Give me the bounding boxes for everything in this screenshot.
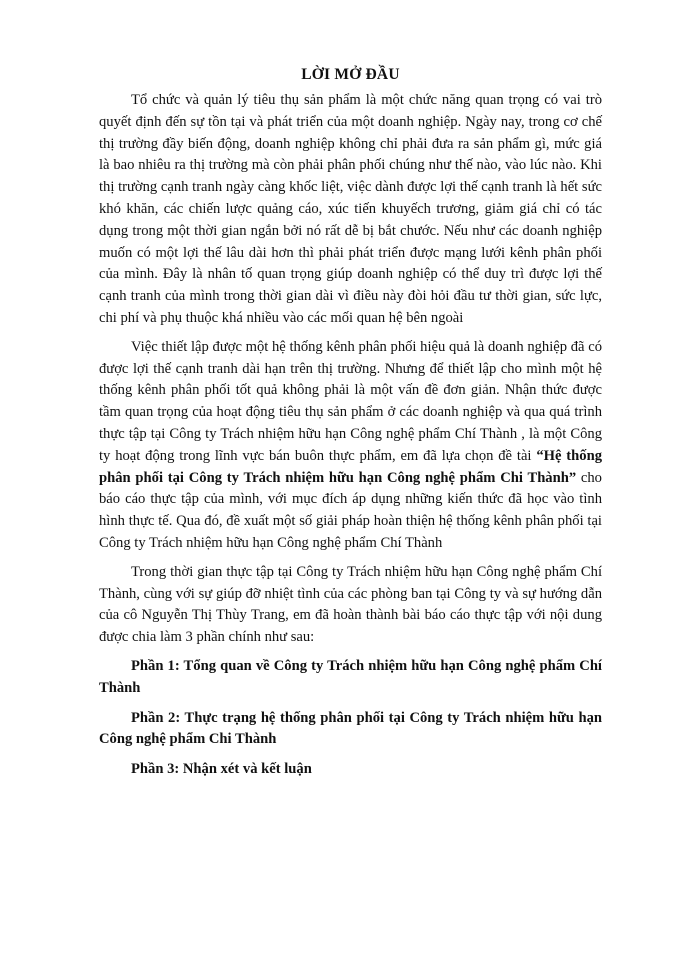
- page-title: LỜI MỞ ĐẦU: [301, 66, 400, 83]
- paragraph-text: cho báo cáo thực tập của mình, với mục đích áp dụng những kiến thức đã học vào tình hình thực tế. Qua đó, đề xuất một số giải pháp hoàn thiện hệ thống kênh phân phối tại Công ty Trách nhiệm hữu hạn Công nghệ phẩm Chí Thành: [99, 469, 602, 551]
- thesis-topic: “Hệ thống phân phối tại Công ty Trách nhiệm hữu hạn Công nghệ phẩm Chi Thành”: [99, 447, 602, 486]
- document-page: [99, 64, 602, 789]
- part-1-heading: Phần 1: Tổng quan về Công ty Trách nhiệm hữu hạn Công nghệ phẩm Chí Thành: [99, 657, 602, 696]
- part-3-heading: Phần 3: Nhận xét và kết luận: [131, 761, 312, 778]
- intro-paragraph-3: Trong thời gian thực tập tại Công ty Trách nhiệm hữu hạn Công nghệ phẩm Chí Thành, cùng với sự giúp đỡ nhiệt tình của các phòng ban tại Công ty và sự hướng dẫn của cô Nguyễn Thị Thùy Trang, em đã hoàn thành bài báo cáo thực tập với nội dung được chia làm 3 phần chính như sau:: [99, 563, 602, 646]
- paragraph-text: Việc thiết lập được một hệ thống kênh phân phối hiệu quả là doanh nghiệp đã có được lợi thế cạnh tranh dài hạn trên thị trường. Nhưng để thiết lập cho mình một hệ thống kênh phân phối tốt quả không phải là một vấn đề đơn giản. Nhận thức được tầm quan trọng của hoạt động tiêu thụ sản phẩm ở các doanh nghiệp và qua quá trình thực tập tại Công ty Trách nhiệm hữu hạn Công nghệ phẩm Chí Thành , là một Công ty hoạt động trong lĩnh vực bán buôn thực phẩm, em đã lựa chọn đề tài: [99, 338, 602, 464]
- part-2-heading: Phần 2: Thực trạng hệ thống phân phối tại Công ty Trách nhiệm hữu hạn Công nghệ phẩm Chi Thành: [99, 709, 602, 748]
- intro-paragraph-1: Tổ chức và quản lý tiêu thụ sản phẩm là một chức năng quan trọng có vai trò quyết định đến sự tồn tại và phát triển của một doanh nghiệp. Ngày nay, trong cơ chế thị trường đầy biến động, doanh nghiệp không chỉ phải đưa ra sản phẩm gì, mức giá là bao nhiêu ra thị trường mà còn phải phân phối chúng như thế nào, vào lúc nào. Khi thị trường cạnh tranh ngày càng khốc liệt, việc dành được lợi thế cạnh tranh là hết sức khó khăn, các chiến lược quảng cáo, xúc tiến khuyếch trương, giảm giá chỉ có tác dụng trong một thời gian ngắn bởi nó rất dễ bị bắt chước. Nếu như các doanh nghiệp muốn có một lợi thế lâu dài hơn thì phải phát triển được mạng lưới kênh phân phối của mình. Đây là nhân tố quan trọng giúp doanh nghiệp có thể duy trì được lợi thế cạnh tranh của mình trong thời gian dài vì điều này đòi hỏi đầu tư thời gian, sức lực, chi phí và phụ thuộc khá nhiều vào các mối quan hệ bên ngoài: [99, 92, 602, 326]
- intro-paragraph-2: [99, 337, 602, 555]
